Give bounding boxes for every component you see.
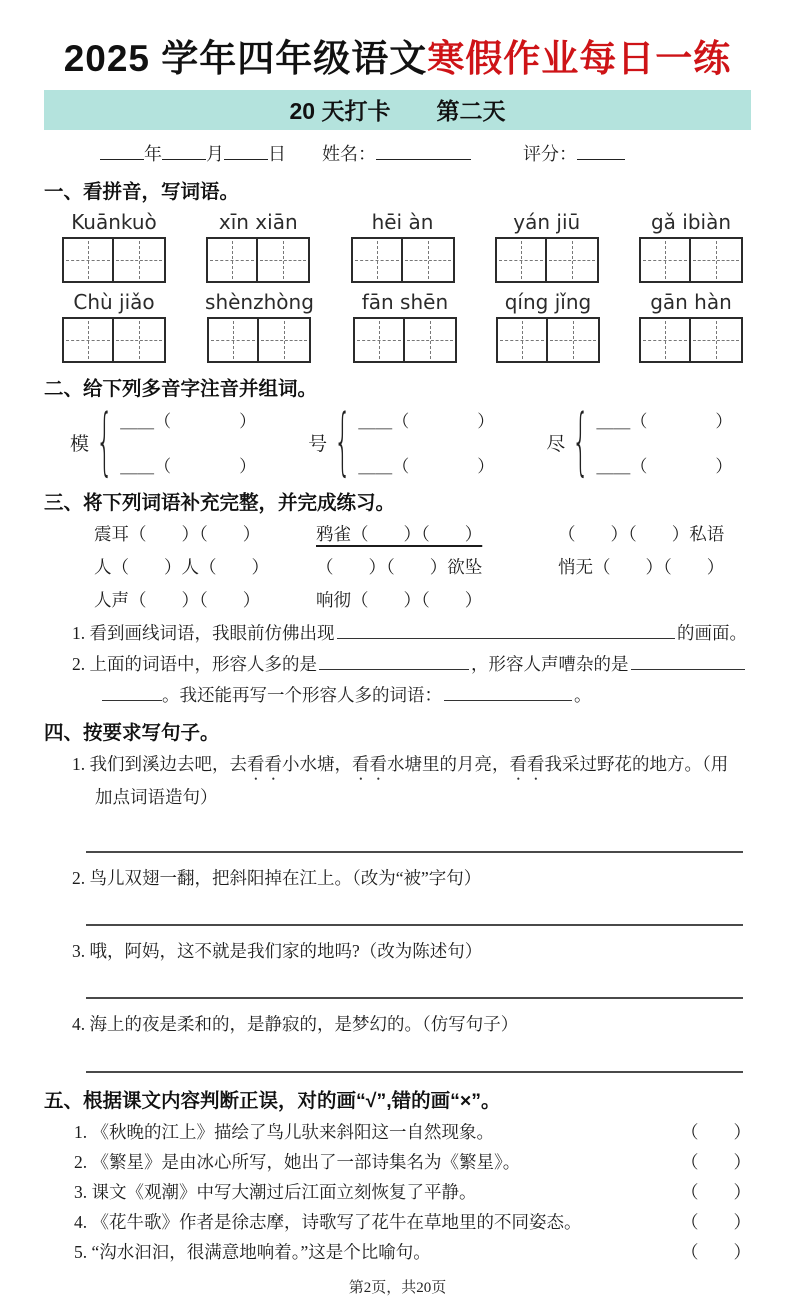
- word-row: [94, 521, 751, 546]
- polyphone-char: 号: [308, 433, 328, 455]
- pinyin-label: fān shēn: [361, 290, 449, 314]
- pinyin-group: [206, 210, 310, 283]
- grid-cell: [259, 317, 311, 363]
- section3-heading: 三、将下列词语补充完整，并完成练习。: [44, 492, 396, 514]
- grid-cell: [548, 317, 600, 363]
- section2-heading: 二、给下列多音字注音并组词。: [44, 378, 318, 400]
- grid-cell: [691, 237, 743, 283]
- month-label: 月: [206, 144, 224, 164]
- character-grid: [207, 317, 311, 363]
- name-blank: [376, 145, 471, 160]
- month-blank: [162, 145, 206, 160]
- sentence-question-1: [44, 751, 745, 811]
- year-blank: [100, 145, 144, 160]
- judge-text: 4. 《花牛歌》作者是徐志摩，诗歌写了花牛在草地里的不同姿态。: [74, 1211, 582, 1232]
- question-text: 2. 上面的词语中，形容人多的是: [72, 654, 317, 674]
- pinyin-label: Kuānkuò: [71, 210, 157, 234]
- section1-heading: 一、看拼音，写词语。: [44, 181, 240, 203]
- question-text: 。我还能再写一个形容人多的词语：: [162, 685, 442, 705]
- word-item: [558, 587, 751, 612]
- answer-line: [86, 924, 743, 926]
- sentence-question-3: 3. 哦，阿妈，这不就是我们家的地吗?（改为陈述句）: [72, 941, 483, 962]
- question-text: ，形容人声嘈杂的是: [471, 654, 629, 674]
- emphasized-word: 看看: [509, 754, 545, 774]
- page-title: [44, 28, 751, 82]
- sub-question-2: [72, 651, 747, 676]
- grid-cell: [114, 317, 166, 363]
- question-text: 。: [574, 685, 592, 705]
- word-item: 悄无（ ）（ ）: [558, 557, 725, 577]
- judge-text: 1. 《秋晚的江上》描绘了鸟儿驮来斜阳这一自然现象。: [74, 1121, 494, 1142]
- grid-cell: [351, 237, 403, 283]
- judge-paren: （ ）: [681, 1151, 751, 1172]
- character-grid: [62, 237, 166, 283]
- answer-blank: [102, 686, 162, 701]
- pinyin-group: [496, 290, 600, 363]
- answer-line: [86, 997, 743, 999]
- answer-line: [86, 1071, 743, 1073]
- character-grid: [351, 237, 455, 283]
- character-grid: [639, 237, 743, 283]
- pinyin-label: qíng jǐng: [504, 290, 592, 314]
- polyphone-groups: [44, 399, 751, 485]
- answer-line: ＿＿（ ）: [596, 412, 733, 431]
- pinyin-label: xīn xiān: [218, 210, 298, 234]
- title-year-grade: 2025 学年四年级语文: [63, 38, 428, 79]
- sentence-text: 我采过野花的地方。（用加点词语造句）: [95, 754, 729, 807]
- judge-item: [44, 1149, 751, 1174]
- title-holiday-red: 寒假作业每日一练: [427, 38, 732, 79]
- score-label: 评分：: [523, 144, 577, 164]
- grid-cell: [495, 237, 547, 283]
- pinyin-label: hēi àn: [371, 210, 434, 234]
- judge-text: 2. 《繁星》是由冰心所写，她出了一部诗集名为《繁星》。: [74, 1151, 521, 1172]
- grid-cell: [114, 237, 166, 283]
- pinyin-label: yán jiū: [513, 210, 581, 234]
- character-grid: [62, 317, 166, 363]
- pinyin-row-2: [44, 290, 751, 363]
- word-item: 响彻（ ）（ ）: [316, 590, 483, 610]
- grid-cell: [258, 237, 310, 283]
- sub-question-1: [72, 620, 747, 645]
- answer-line: ＿＿（ ）: [358, 412, 495, 431]
- year-label: 年: [144, 144, 162, 164]
- judge-item: [44, 1239, 751, 1264]
- pinyin-label: shènzhòng: [205, 290, 314, 314]
- grid-cell: [207, 317, 259, 363]
- section4-heading: 四、按要求写句子。: [44, 722, 220, 744]
- judge-item: [44, 1209, 751, 1234]
- pinyin-label: gǎ ibiàn: [650, 210, 732, 234]
- character-grid: [639, 317, 743, 363]
- day-blank: [224, 145, 268, 160]
- pinyin-group: [351, 210, 455, 283]
- pinyin-group: [639, 210, 743, 283]
- grid-cell: [206, 237, 258, 283]
- page-number: 第2页，共20页: [348, 1279, 447, 1296]
- grid-cell: [403, 237, 455, 283]
- answer-blank: [319, 655, 469, 670]
- answer-blank: [337, 624, 676, 639]
- judge-paren: （ ）: [681, 1181, 751, 1202]
- answer-line: [86, 851, 743, 853]
- pinyin-group: [62, 290, 166, 363]
- score-blank: [577, 145, 625, 160]
- character-grid: [496, 317, 600, 363]
- answer-lines: [596, 407, 732, 477]
- word-item: （ ）（ ）欲坠: [316, 557, 483, 577]
- character-grid: [353, 317, 457, 363]
- judge-paren: （ ）: [681, 1241, 751, 1262]
- sentence-text: 1. 我们到溪边去吧，去: [72, 754, 247, 774]
- pinyin-group: [495, 210, 599, 283]
- answer-lines: [120, 407, 256, 477]
- judge-text: 3. 课文《观潮》中写大潮过后江面立刻恢复了平静。: [74, 1181, 477, 1202]
- grid-cell: [496, 317, 548, 363]
- answer-line: ＿＿（ ）: [596, 457, 733, 476]
- pinyin-label: gān hàn: [650, 290, 732, 314]
- word-item-underlined: 鸦雀（ ）（ ）: [316, 524, 483, 544]
- info-line: [44, 140, 751, 166]
- sentence-question-2: 2. 鸟儿双翅一翻，把斜阳掉在江上。（改为“被”字句）: [72, 868, 482, 889]
- section5-heading: 五、根据课文内容判断正误，对的画“√”,错的画“×”。: [44, 1089, 501, 1112]
- brace-glyph: {: [95, 399, 114, 485]
- pinyin-group: [353, 290, 457, 363]
- word-item: 人（ ）人（ ）: [94, 557, 269, 577]
- sentence-text: 水塘里的月亮，: [387, 754, 510, 774]
- day-banner-text: 20 天打卡 第二天: [289, 98, 506, 124]
- answer-line: ＿＿（ ）: [358, 457, 495, 476]
- emphasized-word: 看看: [247, 754, 282, 774]
- pinyin-group: [639, 290, 743, 363]
- word-row: [94, 554, 751, 579]
- judge-item: [44, 1119, 751, 1144]
- polyphone-group: [70, 399, 257, 485]
- character-grid: [495, 237, 599, 283]
- answer-blank: [444, 686, 572, 701]
- word-item: （ ）（ ）私语: [558, 524, 725, 544]
- judge-paren: （ ）: [681, 1211, 751, 1232]
- grid-cell: [639, 317, 691, 363]
- name-label: 姓名：: [322, 144, 376, 164]
- word-row: [94, 587, 751, 612]
- emphasized-word: 看看: [352, 754, 387, 774]
- pinyin-group: [62, 210, 166, 283]
- day-label: 日: [268, 144, 286, 164]
- grid-cell: [62, 317, 114, 363]
- sub-question-2-cont: [102, 682, 747, 707]
- pinyin-label: Chù jiǎo: [73, 290, 155, 314]
- answer-blank: [631, 655, 746, 670]
- grid-cell: [62, 237, 114, 283]
- grid-cell: [691, 317, 743, 363]
- word-completion-grid: [44, 521, 751, 612]
- sentence-question-4: 4. 海上的夜是柔和的，是静寂的，是梦幻的。（仿写句子）: [72, 1014, 519, 1035]
- brace-glyph: {: [334, 399, 352, 485]
- judge-text: 5. “沟水汩汩，很满意地响着。”这是个比喻句。: [74, 1241, 431, 1262]
- polyphone-char: 尽: [546, 433, 566, 455]
- polyphone-group: [308, 399, 495, 485]
- polyphone-group: [546, 399, 733, 485]
- answer-line: ＿＿（ ）: [120, 457, 257, 476]
- grid-cell: [547, 237, 599, 283]
- brace-glyph: {: [572, 399, 590, 485]
- judge-item: [44, 1179, 751, 1204]
- answer-lines: [358, 407, 494, 477]
- question-text: 1. 看到画线词语，我眼前仿佛出现: [72, 623, 335, 643]
- polyphone-char: 模: [70, 433, 90, 455]
- grid-cell: [405, 317, 457, 363]
- word-item: 人声（ ）（ ）: [94, 590, 261, 610]
- pinyin-row-1: [44, 210, 751, 283]
- grid-cell: [353, 317, 405, 363]
- day-banner: [44, 90, 751, 130]
- character-grid: [206, 237, 310, 283]
- judge-paren: （ ）: [681, 1121, 751, 1142]
- word-item: 震耳（ ）（ ）: [94, 524, 261, 544]
- pinyin-group: [205, 290, 314, 363]
- grid-cell: [639, 237, 691, 283]
- sentence-text: 小水塘，: [282, 754, 352, 774]
- question-text: 的画面。: [677, 623, 747, 643]
- answer-line: ＿＿（ ）: [120, 412, 257, 431]
